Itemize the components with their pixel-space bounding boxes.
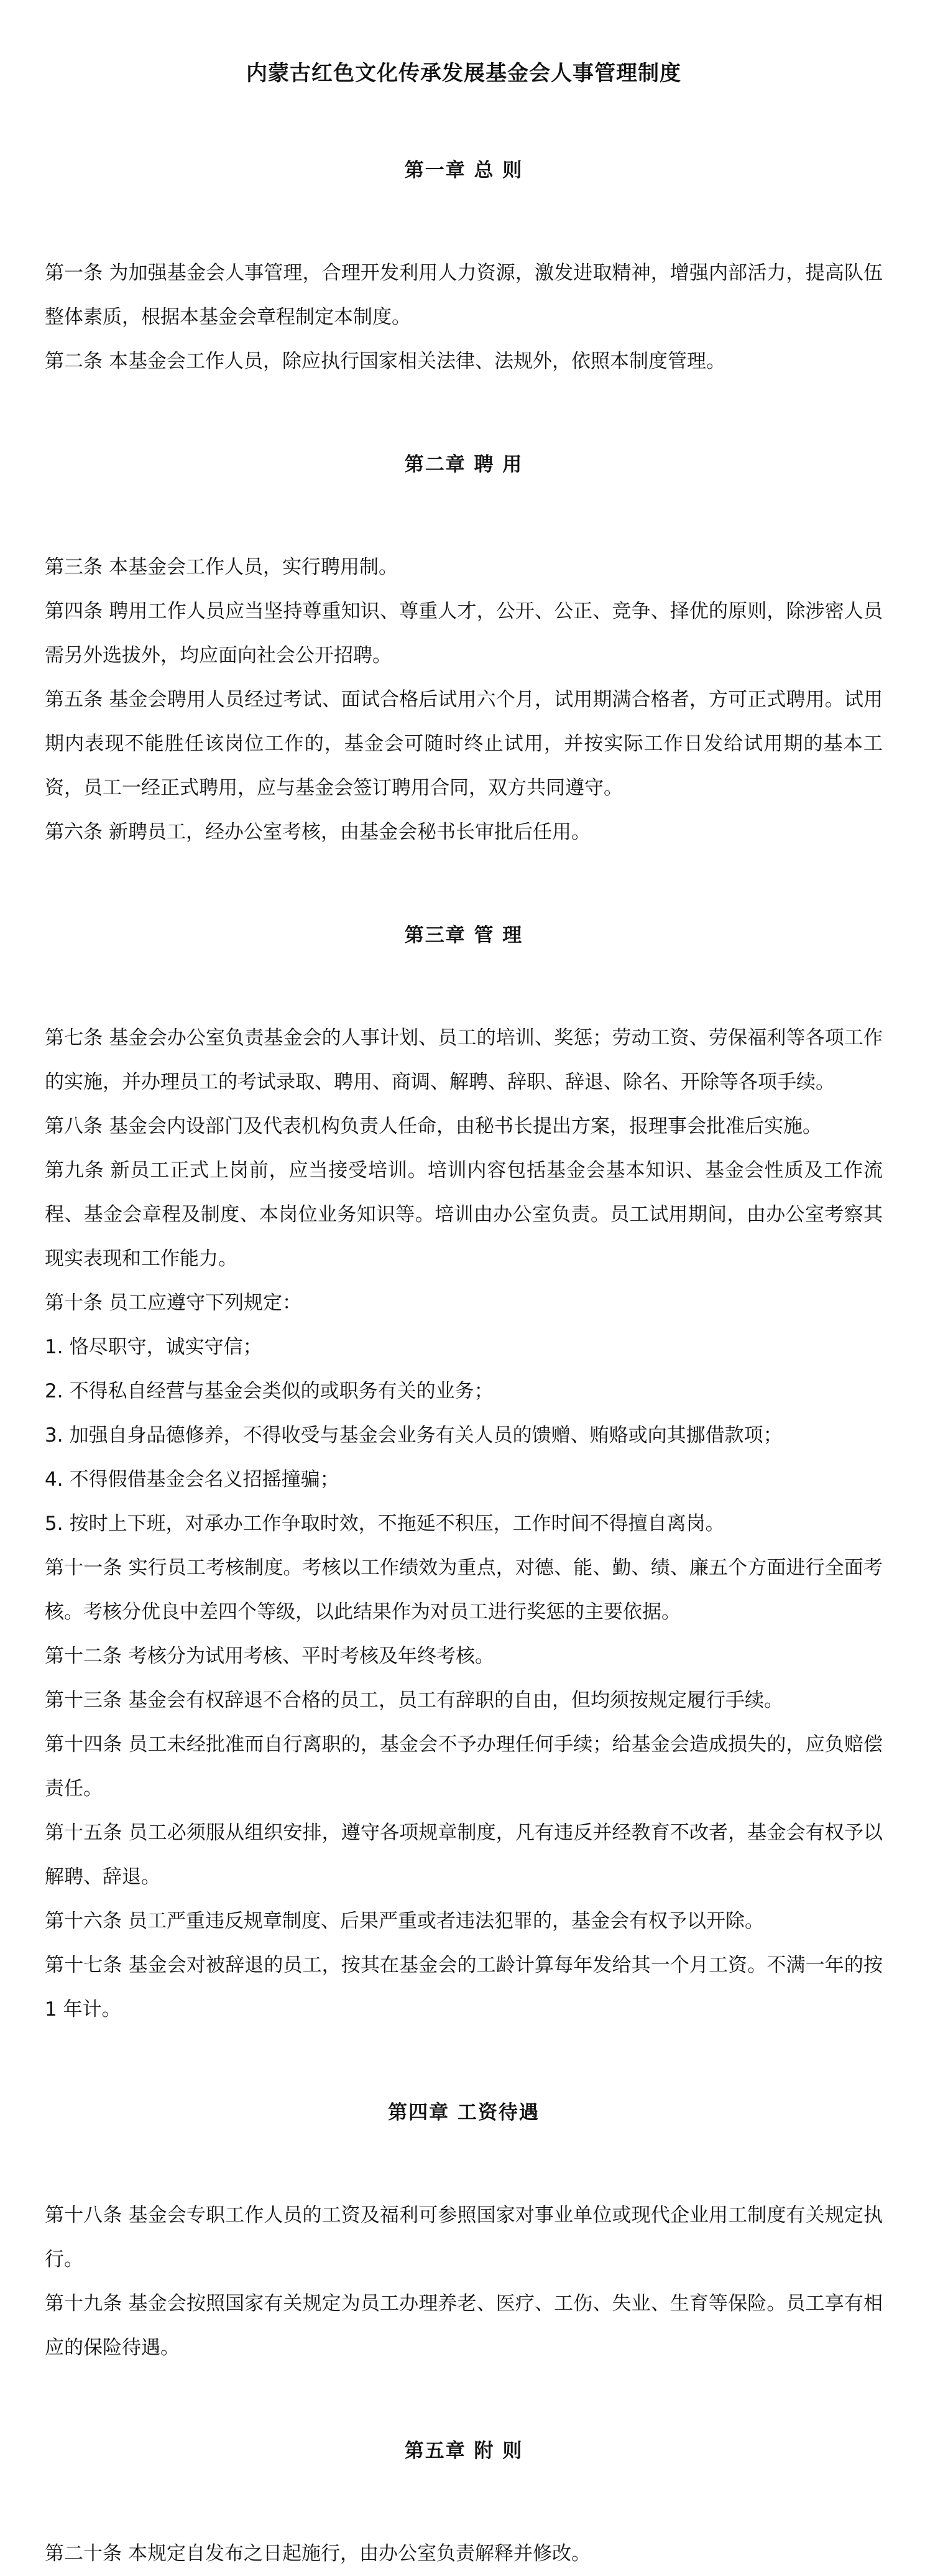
- article-text: 本规定自发布之日起施行，由办公室负责解释并修改。: [128, 2542, 591, 2565]
- article-text: 员工严重违反规章制度、后果严重或者违法犯罪的，基金会有权予以开除。: [128, 1910, 764, 1932]
- article-label: 第七条: [45, 1027, 103, 1049]
- article-text: 考核分为试用考核、平时考核及年终考核。: [128, 1645, 494, 1667]
- article-label: 第五条: [45, 688, 103, 711]
- article-11: [45, 1546, 883, 1634]
- list-text: 恪尽职守，诚实守信；: [69, 1336, 262, 1358]
- chapter-title: 第二章 聘 用: [404, 453, 523, 476]
- article-text: 聘用工作人员应当坚持尊重知识、尊重人才，公开、公正、竞争、择优的原则，除涉密人员需另外选拔外，均应面向社会公开招聘。: [45, 600, 883, 667]
- article-text: 基金会办公室负责基金会的人事计划、员工的培训、奖惩；劳动工资、劳保福利等各项工作的实施，并办理员工的考试录取、聘用、商调、解聘、辞职、辞退、除名、开除等各项手续。: [45, 1027, 883, 1093]
- article-label: 第三条: [45, 556, 103, 578]
- list-text: 加强自身品德修养，不得收受与基金会业务有关人员的馈赠、贿赂或向其挪借款项；: [69, 1424, 783, 1447]
- article-10: [45, 1281, 883, 1325]
- article-text: 基金会按照国家有关规定为员工办理养老、医疗、工伤、失业、生育等保险。员工享有相应的保险待遇。: [45, 2292, 883, 2359]
- chapter-title: 第四章 工资待遇: [388, 2101, 540, 2124]
- list-item-4: [45, 1458, 883, 1502]
- article-13: [45, 1679, 883, 1723]
- article-text: 本基金会工作人员，实行聘用制。: [109, 556, 398, 578]
- article-label: 第十三条: [45, 1689, 122, 1712]
- article-9: [45, 1149, 883, 1281]
- article-text: 基金会聘用人员经过考试、面试合格后试用六个月，试用期满合格者，方可正式聘用。试用期内表现不能胜任该岗位工作的，基金会可随时终止试用，并按实际工作日发给试用期的基本工资，员工一经正式聘用，应与基金会签订聘用合同，双方共同遵守。: [45, 688, 883, 799]
- article-label: 第十四条: [45, 1733, 122, 1756]
- list-text: 不得假借基金会名义招摇撞骗；: [69, 1468, 339, 1491]
- list-number: 1.: [45, 1336, 63, 1358]
- article-text: 新员工正式上岗前，应当接受培训。培训内容包括基金会基本知识、基金会性质及工作流程、基金会章程及制度、本岗位业务知识等。培训由办公室负责。员工试用期间，由办公室考察其现实表现和工作能力。: [45, 1159, 883, 1270]
- article-17: [45, 1944, 883, 2032]
- article-8: [45, 1105, 883, 1149]
- chapter-title: 第三章 管 理: [404, 924, 523, 947]
- chapter-5: [45, 2439, 883, 2576]
- article-16: [45, 1899, 883, 1944]
- list-text: 按时上下班，对承办工作争取时效，不拖延不积压，工作时间不得擅自离岗。: [69, 1513, 725, 1535]
- list-number: 2.: [45, 1380, 63, 1402]
- article-7: [45, 1016, 883, 1105]
- article-text: 实行员工考核制度。考核以工作绩效为重点，对德、能、勤、绩、廉五个方面进行全面考核。考核分优良中差四个等级，以此结果作为对员工进行奖惩的主要依据。: [45, 1557, 883, 1623]
- article-text: 基金会专职工作人员的工资及福利可参照国家对事业单位或现代企业用工制度有关规定执行。: [45, 2204, 883, 2271]
- list-number: 4.: [45, 1468, 63, 1491]
- article-18: [45, 2194, 883, 2282]
- article-text: 基金会对被辞退的员工，按其在基金会的工龄计算每年发给其一个月工资。不满一年的按 1 年计。: [45, 1954, 883, 2021]
- article-14: [45, 1723, 883, 1811]
- list-text: 不得私自经营与基金会类似的或职务有关的业务；: [69, 1380, 494, 1402]
- article-20: [45, 2532, 883, 2576]
- article-label: 第二十条: [45, 2542, 122, 2565]
- article-label: 第四条: [45, 600, 103, 623]
- article-label: 第十一条: [45, 1557, 122, 1579]
- article-12: [45, 1634, 883, 1679]
- article-label: 第十八条: [45, 2204, 122, 2226]
- article-label: 第十九条: [45, 2292, 122, 2315]
- list-number: 3.: [45, 1424, 63, 1447]
- article-text: 基金会内设部门及代表机构负责人任命，由秘书长提出方案，报理事会批准后实施。: [109, 1115, 822, 1137]
- article-label: 第十七条: [45, 1954, 122, 1976]
- article-text: 本基金会工作人员，除应执行国家相关法律、法规外，依照本制度管理。: [109, 350, 725, 373]
- article-4: [45, 590, 883, 678]
- list-number: 5.: [45, 1513, 63, 1535]
- article-label: 第十六条: [45, 1910, 122, 1932]
- article-text: 员工必须服从组织安排，遵守各项规章制度，凡有违反并经教育不改者，基金会有权予以解聘、辞退。: [45, 1822, 883, 1888]
- article-1: [45, 251, 883, 340]
- list-item-2: [45, 1369, 883, 1414]
- article-label: 第九条: [45, 1159, 104, 1182]
- list-item-3: [45, 1414, 883, 1458]
- article-5: [45, 678, 883, 810]
- article-6: [45, 810, 883, 855]
- article-2: [45, 340, 883, 384]
- chapter-title: 第一章 总 则: [404, 159, 523, 182]
- article-text: 为加强基金会人事管理，合理开发利用人力资源，激发进取精神，增强内部活力，提高队伍整体素质，根据本基金会章程制定本制度。: [45, 262, 883, 328]
- list-item-5: [45, 1502, 883, 1546]
- article-text: 基金会有权辞退不合格的员工，员工有辞职的自由，但均须按规定履行手续。: [128, 1689, 783, 1712]
- article-label: 第十条: [45, 1292, 103, 1314]
- article-label: 第八条: [45, 1115, 103, 1137]
- chapter-2: [45, 452, 883, 855]
- list-item-1: [45, 1325, 883, 1369]
- document-title: 内蒙古红色文化传承发展基金会人事管理制度: [246, 61, 681, 86]
- article-text: 新聘员工，经办公室考核，由基金会秘书长审批后任用。: [109, 821, 591, 843]
- article-label: 第十五条: [45, 1822, 122, 1844]
- article-label: 第二条: [45, 350, 103, 373]
- chapter-title: 第五章 附 则: [404, 2440, 523, 2462]
- chapter-1: [45, 158, 883, 384]
- chapter-4: [45, 2100, 883, 2370]
- article-text: 员工未经批准而自行离职的，基金会不予办理任何手续；给基金会造成损失的，应负赔偿责任。: [45, 1733, 883, 1800]
- article-label: 第十二条: [45, 1645, 122, 1667]
- article-15: [45, 1811, 883, 1899]
- article-label: 第一条: [45, 262, 103, 284]
- chapter-3: [45, 923, 883, 2032]
- article-text: 员工应遵守下列规定：: [109, 1292, 301, 1314]
- article-3: [45, 545, 883, 590]
- article-label: 第六条: [45, 821, 103, 843]
- article-19: [45, 2282, 883, 2370]
